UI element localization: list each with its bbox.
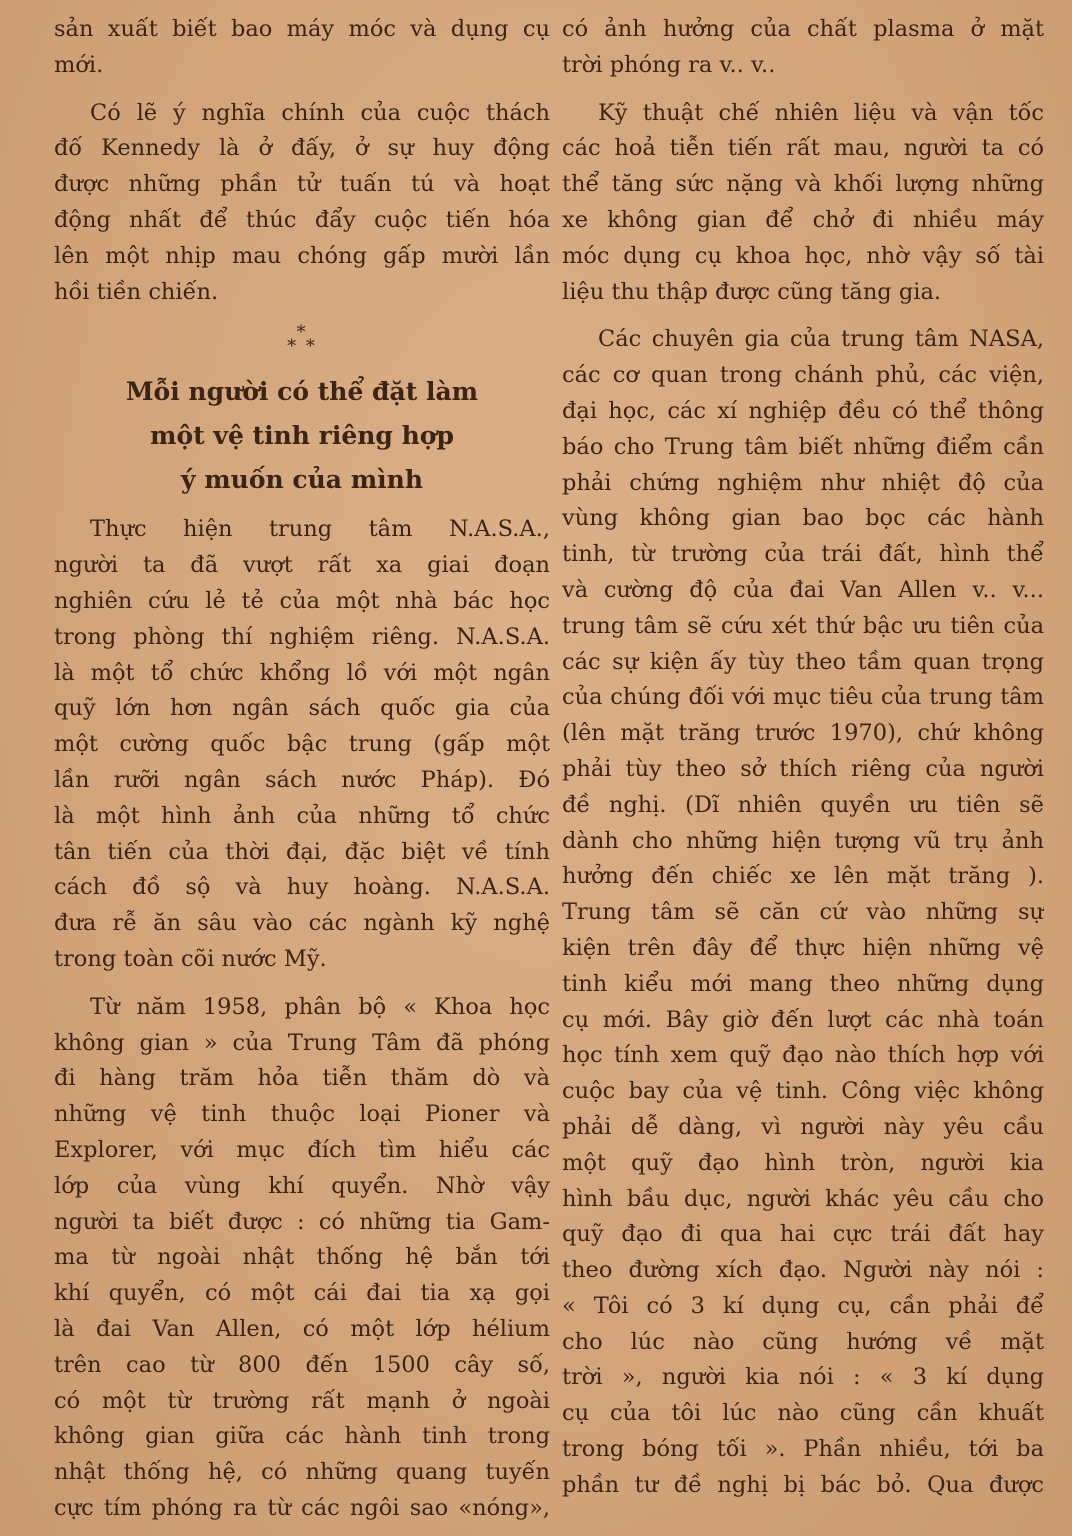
text-line: liệu thu thập được cũng tăng gia. [562,278,942,305]
text-line: tinh, từ trường của trái đất, hình thể [562,541,1044,568]
text-line: các sự kiện ấy tùy theo tầm quan trọng [562,648,1044,675]
text-line: một vệ tinh riêng hợp [150,421,454,451]
text-line: ý muốn của mình [180,465,424,495]
text-line: không gian » của Trung Tâm đã phóng [54,1029,550,1056]
text-line: là đai Van Allen, có một lớp hélium [54,1315,550,1342]
text-line: lần rưỡi ngân sách nước Pháp). Đó [54,766,550,793]
right-column [562,12,1044,1504]
text-line: được những phần tử tuấn tú và hoạt [54,171,550,198]
paragraph [54,990,550,1527]
text-line: cuộc bay của vệ tinh. Công việc không [562,1078,1044,1105]
text-line: một quỹ đạo hình tròn, người kia [562,1149,1044,1176]
text-line: quỹ lớn hơn ngân sách quốc gia của [54,695,550,722]
text-line: lớp của vùng khí quyển. Nhờ vậy [54,1172,550,1199]
text-line: (lên mặt trăng trước 1970), chứ không [562,720,1044,747]
text-line: móc dụng cụ khoa học, nhờ vậy số tài [562,242,1044,269]
text-line: trời », người kia nói : « 3 kí dụng [562,1364,1044,1391]
text-line: phải chứng nghiệm như nhiệt độ của [562,469,1044,496]
text-line: Từ năm 1958, phân bộ « Khoa học [90,993,550,1020]
paragraph [562,12,1044,84]
text-line: tinh kiểu mới mang theo những dụng [562,970,1044,997]
text-line: báo cho Trung tâm biết những điểm cần [562,433,1044,460]
text-line: trong toàn cõi nước Mỹ. [54,945,327,972]
text-line: trên cao từ 800 đến 1500 cây số, [54,1351,550,1378]
text-line: trong bóng tối ». Phần nhiều, tới ba [562,1436,1044,1463]
text-line: xe không gian để chở đi nhiều máy [562,206,1044,233]
paragraph [54,12,550,84]
text-line: tân tiến của thời đại, đặc biệt về tính [54,838,550,865]
text-line: Kỹ thuật chế nhiên liệu và vận tốc [598,99,1044,126]
section-heading [54,370,550,502]
text-line: Trung tâm sẽ căn cứ vào những sự [562,899,1044,926]
text-line: theo đường xích đạo. Người này nói : [562,1257,1044,1284]
text-line: cho lúc nào cũng hướng về mặt [562,1328,1044,1355]
text-line: không gian giữa các hành tinh trong [54,1423,550,1450]
text-line: đố Kennedy là ở đấy, ở sự huy động [54,135,550,162]
text-line: đề nghị. (Dĩ nhiên quyền ưu tiên sẽ [562,791,1044,818]
text-line: ma từ ngoài nhật thống hệ bắn tới [54,1244,550,1271]
text-line: phần tư đề nghị bị bác bỏ. Qua được [562,1471,1044,1498]
text-line: lên một nhịp mau chóng gấp mười lần [54,242,550,269]
text-line: dành cho những hiện tượng vũ trụ ảnh [562,827,1044,854]
text-line: là một tổ chức khổng lồ với một ngân [54,659,550,686]
text-line: động nhất để thúc đẩy cuộc tiến hóa [54,206,550,233]
text-line: phải dễ dàng, vì người này yêu cầu [562,1113,1044,1140]
text-line: người ta biết được : có những tia Gam- [54,1208,550,1235]
text-line: đi hàng trăm hỏa tiễn thăm dò và [54,1065,550,1092]
text-line: phải tùy theo sở thích riêng của người [562,755,1044,782]
text-line: trung tâm sẽ cứu xét thứ bậc ưu tiên của [562,612,1044,639]
text-line: của chúng đối với mục tiêu của trung tâm [562,684,1044,711]
text-line: mới. [54,51,104,78]
text-line: kiện trên đây để thực hiện những vệ [562,934,1044,961]
text-line: là một hình ảnh của những tổ chức [54,802,550,829]
text-line: cách đồ sộ và huy hoàng. N.A.S.A. [54,874,550,901]
text-line: Có lẽ ý nghĩa chính của cuộc thách [90,99,550,126]
text-line: và cường độ của đai Van Allen v.. v... [562,576,1044,603]
text-line: nghiên cứu lẻ tẻ của một nhà bác học [54,587,550,614]
text-line: cực tím phóng ra từ các ngôi sao «nóng», [54,1494,550,1521]
text-line: người ta đã vượt rất xa giai đoạn [54,552,550,579]
text-line: Mỗi người có thể đặt làm [125,377,479,407]
text-line: hưởng đến chiếc xe lên mặt trăng ). [562,863,1044,890]
text-line: Explorer, với mục đích tìm hiểu các [54,1136,550,1163]
text-line: « Tôi có 3 kí dụng cụ, cần phải để [562,1292,1044,1319]
paragraph [54,96,550,311]
text-line: khí quyển, có một cái đai tia xạ gọi [54,1280,550,1307]
left-column [54,12,550,1527]
text-line: Các chuyên gia của trung tâm NASA, [598,326,1044,353]
text-line: cụ của tôi lúc nào cũng cần khuất [562,1400,1044,1427]
text-line: hình bầu dục, người khác yêu cầu cho [562,1185,1044,1212]
text-line: vùng không gian bao bọc các hành [562,505,1044,532]
text-line: hồi tiền chiến. [54,278,219,305]
text-line: các cơ quan trong chánh phủ, các viện, [562,362,1044,389]
text-line: có ảnh hưởng của chất plasma ở mặt [562,16,1044,42]
text-line: thể tăng sức nặng và khối lượng những [562,171,1044,198]
section-separator: * * * [287,322,317,358]
text-line: Thực hiện trung tâm N.A.S.A., [90,516,550,543]
text-line: các hoả tiễn tiến rất mau, người ta có [562,135,1044,162]
paragraph [54,512,550,977]
text-line: đưa rễ ăn sâu vào các ngành kỹ nghệ [54,910,550,937]
text-line: có một từ trường rất mạnh ở ngoài [54,1387,550,1414]
text-line: nhật thống hệ, có những quang tuyến [54,1459,550,1486]
text-line: trời phóng ra v.. v.. [562,51,776,78]
text-line: học tính xem quỹ đạo nào thích hợp với [562,1042,1044,1069]
text-line: quỹ đạo đi qua hai cực trái đất hay [562,1221,1044,1248]
text-line: sản xuất biết bao máy móc và dụng cụ [54,16,550,42]
text-line: trong phòng thí nghiệm riêng. N.A.S.A. [54,623,550,650]
paragraph [562,322,1044,1503]
text-line: đại học, các xí nghiệp đều có thể thông [562,397,1044,424]
text-line: một cường quốc bậc trung (gấp một [54,731,550,758]
text-line: những vệ tinh thuộc loại Pioner và [54,1101,550,1128]
text-line: cụ mới. Bây giờ đến lượt các nhà toán [562,1006,1044,1033]
paragraph [562,96,1044,311]
